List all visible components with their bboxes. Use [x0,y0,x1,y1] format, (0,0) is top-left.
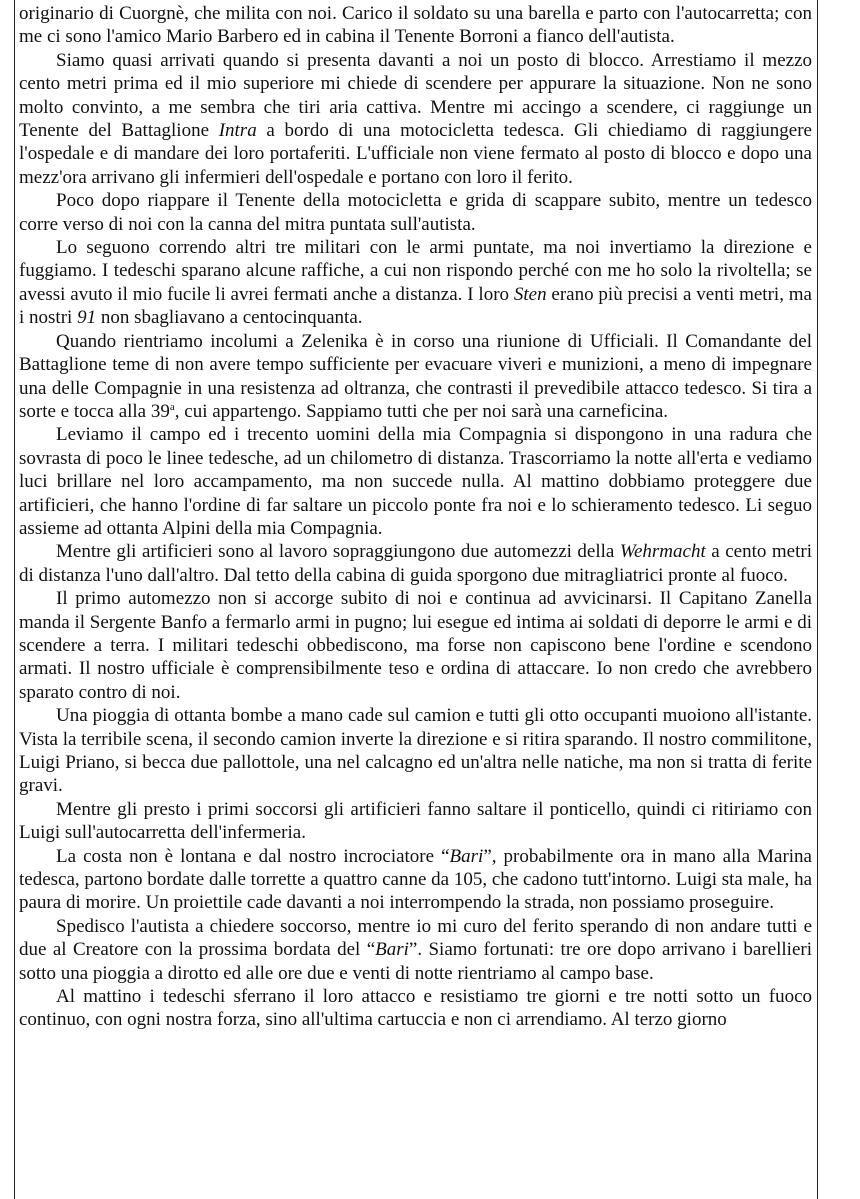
italic-text: Sten [513,283,547,305]
left-margin-rule [14,0,15,1199]
body-text [19,2,812,1032]
paragraph [19,49,812,189]
paragraph-text: a cento metri di distanza l'uno dall'altro. Dal tetto della cabina di guida sporgono due mitragliatrici pronte al fuoco. [19,541,812,586]
paragraph-text: Mentre gli presto i primi soccorsi gli artificieri fanno saltare il ponticello, quindi ci ritiriamo con Luigi sull'autocarretta dell'infermeria. [19,798,812,844]
paragraph-text: Leviamo il campo ed i trecento uomini della mia Compagnia si dispongono in una radura che sovrasta di poco le linee tedesche, ad un chilometro di distanza. Trascorriamo la notte all'erta e vediamo luci brillare nel loro accampamento, ma non succede nulla. Al mattino dobbiamo proteggere due artificieri, che hanno l'ordine di far saltare un piccolo ponte fra noi e lo schieramento tedesco. Li seguo assieme ad ottanta Alpini della mia Compagnia. [19,424,812,539]
paragraph-text: Spedisco l'autista a chiedere soccorso, mentre io mi curo del ferito sperando di non andare tutti e due al Creatore con la prossima bordata del “ [19,915,812,961]
paragraph-text: erano più precisi a venti metri, ma i nostri [19,283,812,329]
paragraph [19,330,812,424]
paragraph [19,236,812,330]
italic-text: Intra [218,120,257,142]
paragraph [19,985,812,1032]
paragraph [19,189,812,236]
paragraph [19,915,812,985]
paragraph [19,540,812,587]
paragraph [19,798,812,845]
paragraph-text: Il primo automezzo non si accorge subito di noi e continua ad avvicinarsi. Il Capitano Zanella manda il Sergente Banfo a fermarlo armi in pugno; lui esegue ed intima ai soldati di deporre le armi e di scendere a terra. I militari tedeschi obbediscono, ma forse non capiscono bene l'ordine e scendono armati. Il nostro ufficiale è comprensibilmente teso e ordina di attaccare. Io non credo che avrebbero sparato contro di noi. [19,588,812,703]
paragraph-text: Poco dopo riappare il Tenente della motocicletta e grida di scappare subito, mentre un tedesco corre verso di noi con la canna del mitra puntata sull'autista. [19,190,812,235]
paragraph [19,587,812,704]
paragraph [19,704,812,798]
right-margin-rule [817,0,818,1199]
paragraph-text: Siamo quasi arrivati quando si presenta davanti a noi un posto di blocco. Arrestiamo il mezzo cento metri prima ed il mio superiore mi chiede di scendere per appurare la situazione. Non ne sono molto convinto, a me sembra che tiri aria cattiva. Mentre mi accingo a scendere, ci raggiunge un Tenente del Battaglione [19,49,812,142]
paragraph-text: Al mattino i tedeschi sferrano il loro attacco e resistiamo tre giorni e tre notti sotto un fuoco continuo, con ogni nostra forza, sino all'ultima cartuccia e non ci arrendiamo. Al terzo giorno [19,986,812,1031]
paragraph-text: ”. Siamo fortunati: tre ore dopo arrivano i barellieri sotto una pioggia a dirotto ed alle ore due e venti di notte rientriamo al campo base. [19,939,812,984]
italic-text: Bari [449,845,484,867]
paragraph [19,845,812,915]
italic-text: Bari [375,939,409,961]
paragraph-text: Lo seguono correndo altri tre militari con le armi puntate, ma noi invertiamo la direzione e fuggiamo. I tedeschi sparano alcune raffiche, a cui non rispondo perché con me ho solo la rivoltella; se avessi avuto il mio fucile li avrei fermati anche a distanza. I loro [19,237,812,305]
paragraph-text: , cui appartengo. Sappiamo tutti che per noi sarà una carneficina. [174,400,669,422]
paragraph [19,423,812,540]
paragraph-text: Quando rientriamo incolumi a Zelenika è in corso una riunione di Ufficiali. Il Comandante del Battaglione teme di non avere tempo sufficiente per evacuare viveri e munizioni, a meno di impegnare una delle Compagnie in una resistenza ad oltranza, che contrasti il prevedibile attacco tedesco. Si tira a sorte e tocca alla 39 [19,330,812,422]
superscript-text: a [169,400,175,413]
italic-text: 91 [77,307,97,329]
paragraph-text: a bordo di una motocicletta tedesca. Gli chiediamo di raggiungere l'ospedale e di mandare dei loro portaferiti. L'ufficiale non viene fermato al posto di blocco e dopo una mezz'ora arrivano gli infermieri dell'ospedale e portano con loro il ferito. [19,120,812,188]
paragraph-text: Mentre gli artificieri sono al lavoro sopraggiungono due automezzi della [56,541,620,563]
paragraph-text: La costa non è lontana e dal nostro incrociatore “ [56,845,450,867]
paragraph-text: non sbagliavano a centocinquanta. [96,307,363,329]
paragraph-text: ”, probabilmente ora in mano alla Marina tedesca, partono bordate dalle torrette a quattro canne da 105, che cadono tutt'intorno. Luigi sta male, ha paura di morire. Un proiettile cade davanti a noi interrompendo la strada, non possiamo proseguire. [19,845,812,914]
paragraph-text: Una pioggia di ottanta bombe a mano cade sul camion e tutti gli otto occupanti muoiono all'istante. Vista la terribile scena, il secondo camion inverte la direzione e si ritira sparando. Il nostro commilitone, Luigi Priano, si becca due pallottole, una nel calcagno ed un'altra nelle natiche, ma non si tratta di ferite gravi. [19,705,812,797]
paragraph-text: originario di Cuorgnè, che milita con noi. Carico il soldato su una barella e parto con l'autocarretta; con me ci sono l'amico Mario Barbero ed in cabina il Tenente Borroni a fianco dell'autista. [19,3,812,48]
paragraph [19,2,812,49]
italic-text: Wehrmacht [619,541,706,563]
